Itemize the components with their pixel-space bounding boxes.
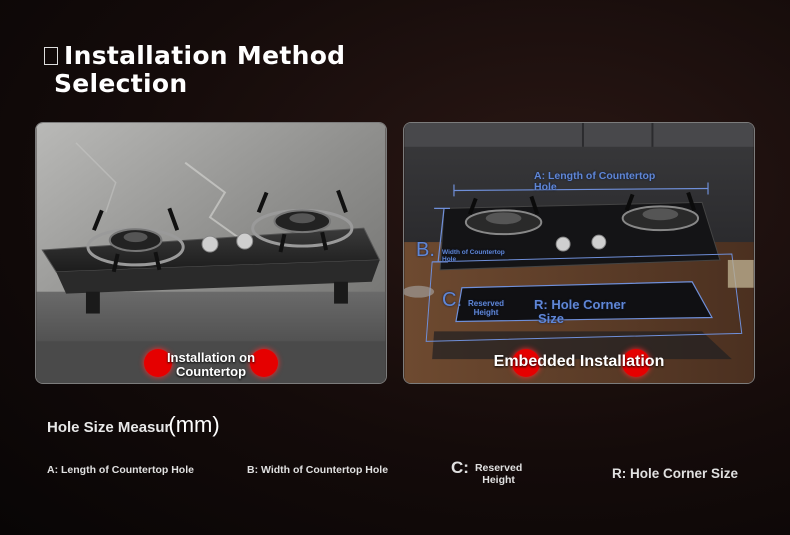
missing-glyph-icon [44,47,58,65]
label-b-letter: B. [416,239,435,261]
hole-size-unit: (mm) [168,412,220,437]
title-line-1: Installation Method [64,41,346,70]
page-title [44,42,345,98]
stove-leg-right [334,282,348,304]
label-c-height: Reserved Height [468,299,505,317]
legend-c: C: Reserved Height [451,458,523,486]
hole-size-heading-text: Hole Size Measur [47,419,171,436]
label-a-length: A: Length of Countertop Hole [534,170,656,193]
upper-cabinets [404,123,753,147]
title-line-2: Selection [54,69,188,98]
embedded-caption: Embedded Installation [493,353,665,370]
stove-leg-left [86,292,100,314]
legend-b: B: Width of Countertop Hole [247,464,389,476]
legend-c-letter: C: [451,458,469,477]
label-r-corner: R: Hole Corner Size [534,297,626,326]
legend-a: A: Length of Countertop Hole [47,464,194,476]
countertop-stove-illustration [36,123,386,383]
label-c-letter: C. [442,289,462,311]
countertop-caption: Installation on Countertop [166,350,256,379]
label-b-width: Width of Countertop Hole [442,249,505,263]
hole-size-heading [47,412,220,438]
countertop-installation-panel [35,122,387,384]
embedded-installation-panel [403,122,755,384]
legend-r: R: Hole Corner Size [612,466,739,481]
